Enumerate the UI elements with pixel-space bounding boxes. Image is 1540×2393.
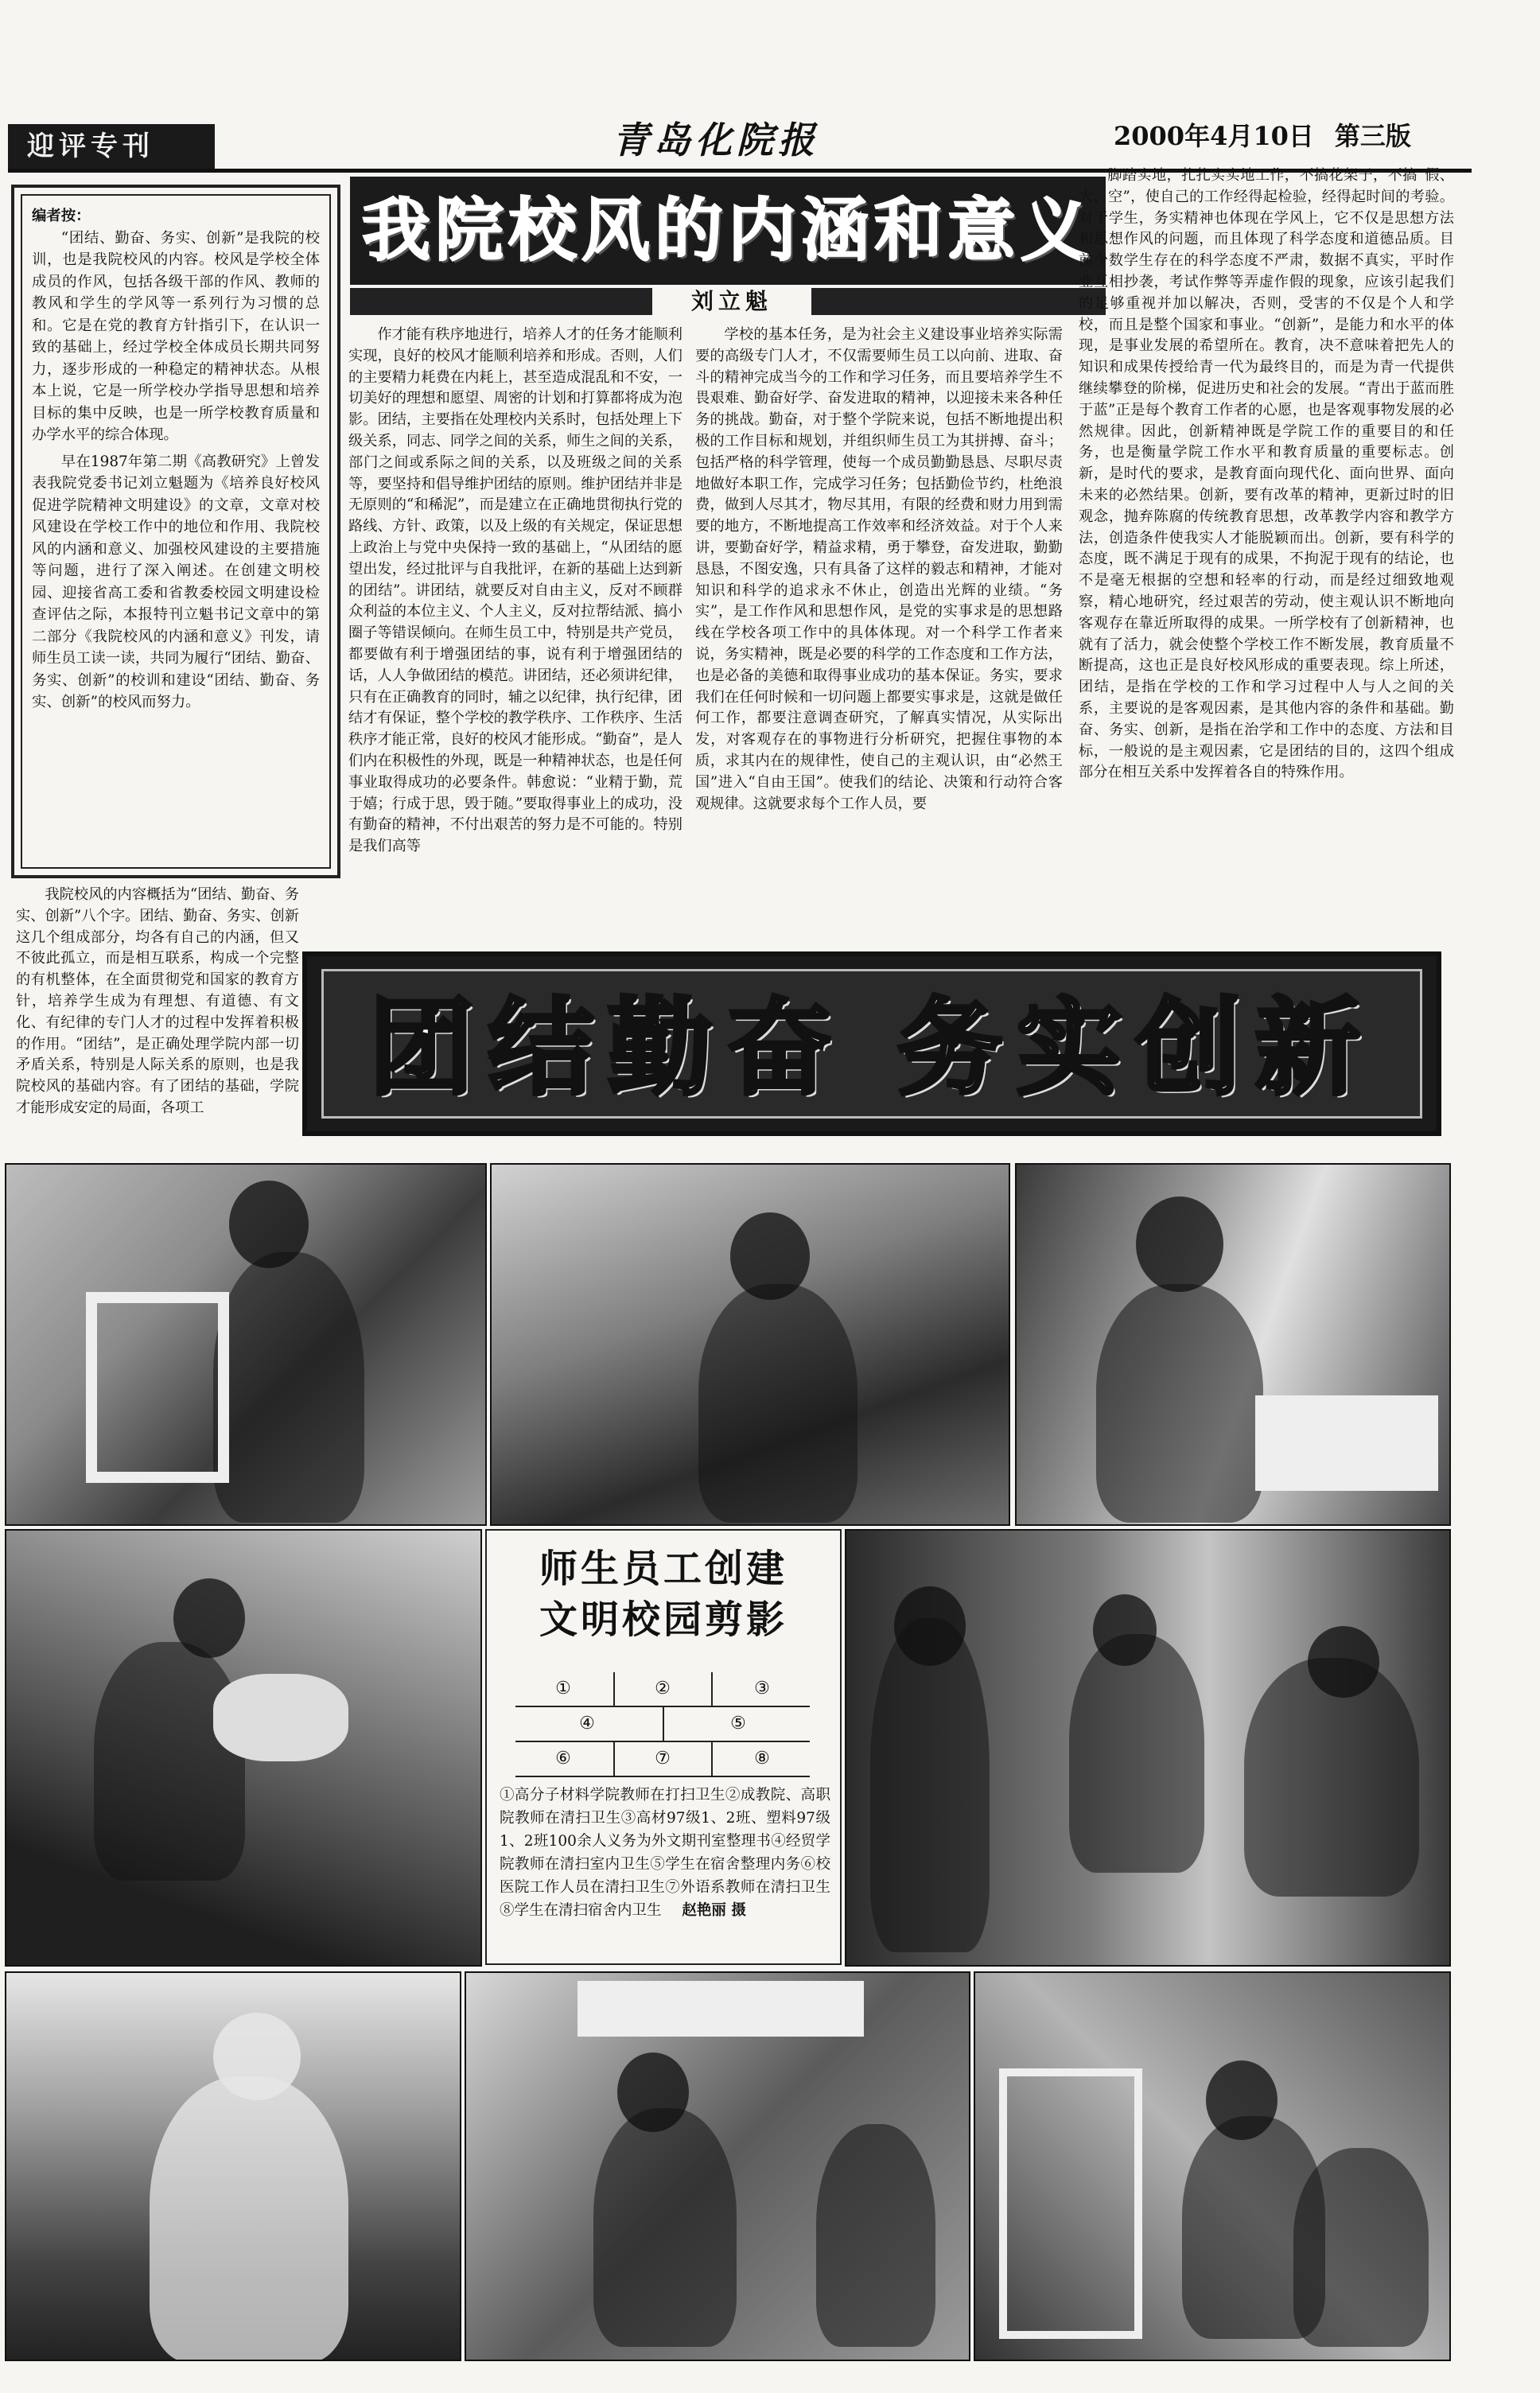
photo-caption xyxy=(500,1784,830,1922)
photo-caption-text: ①高分子材料学院教师在打扫卫生②成教院、高职院教师在清扫卫生③高材97级1、2班、塑料97级1、2班100余人义务为外文期刊室整理书④经贸学院教师在清扫室内卫生⑤学生在宿舍整理内务⑥校医院工作人员在清扫卫生⑦外语系教师在清扫卫生⑧学生在清扫宿舍内卫生 xyxy=(500,1787,830,1919)
grid-label-7: ⑦ xyxy=(655,1749,671,1768)
photo-1 xyxy=(5,1163,487,1526)
page-number: 第三版 xyxy=(1334,121,1411,151)
issue-date: 2000年4月10日 xyxy=(1114,121,1314,151)
grid-label-2: ② xyxy=(655,1679,671,1698)
editor-note-paragraph-1: “团结、勤奋、务实、创新”是我院的校训，也是我院校风的内容。校风是学校全体成员的作风，包括各级干部的作风、教师的教风和学生的学风等一系列行为习惯的总和。它是在党的教育方针指引下，在认识一致的基础上，经过学校全体成员长期共同努力，逐步形成的一种稳定的精神状态。从根本上说，它是一所学校办学指导思想和培养目标的集中反映，也是一所学校教育质量和办学水平的综合体现。 xyxy=(32,229,320,443)
article-author: 刘立魁 xyxy=(652,286,811,317)
article-col1-text: 作才能有秩序地进行，培养人才的任务才能顺利实现，良好的校风才能顺利培养和形成。否则，人们的主要精力耗费在内耗上，甚至造成混乱和不安，一切美好的理想和愿望、周密的计划和打算都将成为泡影。团结，主要指在处理校内关系时，包括处理上下级关系，同志、同学之间的关系，师生之间的关系，部门之间或系际之间的关系，以及班级之间的关系等，要坚持和倡导维护团结的原则。维护团结并非是无原则的“和稀泥”，而是建立在正确地贯彻执行党的路线、方针、政策，以及上级的有关规定，保证思想上政治上与党中央保持一致的基础上，“从团结的愿望出发，经过批评与自我批评，在新的基础上达到新的团结”。讲团结，就要反对自由主义，反对不顾群众利益的本位主义、个人主义，反对拉帮结派、搞小圈子等错误倾向。在师生员工中，特别是共产党员，都要做有利于增强团结的事，说有利于增强团结的话，人人争做团结的模范。讲团结，还必须讲纪律，只有在正确教育的同时，辅之以纪律，执行纪律，团结才有保证，整个学校的教学秩序、工作秩序、生活秩序才能正常，良好的校风才能形成。“勤奋”，是人们内在积极性的外现，既是一种精神状态，也是任何事业取得成功的必要条件。韩愈说：“业精于勤，荒于嬉；行成于思，毁于随。”要取得事业上的成功，没有勤奋的精神，不付出艰苦的努力是不可能的。特别是我们高等 xyxy=(348,326,682,855)
photo-layout-key xyxy=(515,1672,810,1776)
editor-note-label: 编者按： xyxy=(32,208,91,224)
photographer-credit: 赵艳丽 摄 xyxy=(682,1902,746,1919)
photo-7 xyxy=(465,1971,970,2361)
grid-label-8: ⑧ xyxy=(754,1749,770,1768)
editor-note-paragraph-2: 早在1987年第二期《高教研究》上曾发表我院党委书记刘立魁题为《培养良好校风促进学院精神文明建设》的文章，文章对校风建设在学校工作中的地位和作用、我院校风的内涵和意义、加强校风建设的主要措施等问题，进行了深入阐述。在创建文明校园、迎接省高工委和省教委校园文明建设检查评估之际，本报特刊立魁书记文章中的第二部分《我院校风的内涵和意义》刊发，请师生员工读一读，共同为履行“团结、勤奋、务实、创新”的校训和建设“团结、勤奋、务实、创新”的校风而努力。 xyxy=(32,453,320,710)
article-intro-text: 我院校风的内容概括为“团结、勤奋、务实、创新”八个字。团结、勤奋、务实、创新这几个组成部分，均各有自己的内涵，但又不彼此孤立，而是相互联系，构成一个完整的有机整体，在全面贯彻党和国家的教育方针，培养学生成为有理想、有道德、有文化、有纪律的专门人才的过程中发挥着积极的作用。“团结”，是正确处理学院内部一切矛盾关系，特别是人际关系的原则，也是我院校风的基础内容。有了团结的基础，学院才能形成安定的局面，各项工 xyxy=(16,886,299,1116)
grid-label-1: ① xyxy=(555,1679,571,1698)
article-col3-text: 脚踏实地，扎扎实实地工作，不搞花架子，不搞“假、大、空”，使自己的工作经得起检验，经得起时间的考验。对于学生，务实精神也体现在学风上，它不仅是思想方法和思想作风的问题，而且体现了科学态度和道德品质。目前少数学生存在的科学态度不严肃，数据不真实，平时作业互相抄袭，考试作弊等弄虚作假的现象，应该引起我们的足够重视并加以解决，否则，受害的不仅是个人和学校，而且是整个国家和事业。“创新”，是能力和水平的体现，是事业发展的希望所在。教育，决不意味着把先人的知识和成果传授给青一代为最终目的，而是为青一代提供继续攀登的阶梯，促进历史和社会的发展。“青出于蓝而胜于蓝”正是每个教育工作者的心愿，也是客观事物发展的必然规律。因此，创新精神既是学院工作的重要目的和任务，也是衡量学院工作水平和教育质量的重要标志。创新，是时代的要求，是教育面向现代化、面向世界、面向未来的必然结果。创新，要有改革的精神，更新过时的旧观念，抛弃陈腐的传统教育思想，改革教学内容和教学方法，创造条件使我实人才能脱颖而出。创新，要有科学的态度，既不满足于现有的成果，不拘泥于现有的结论，也不是毫无根据的空想和轻率的行动，而是经过细致地观察，精心地研究，经过艰苦的劳动，使主观认识不断地向客观存在靠近所取得的成果。一所学校有了创新精神，也就有了活力，就会使整个学校工作不断发展，教育质量不断提高，这也正是良好校风形成的重要表现。综上所述，团结，是指在学校的工作和学习过程中人与人之间的关系，主要说的是客观因素，是其他内容的条件和基础。勤奋、务实、创新，是指在治学和工作中的态度、方法和目标，一般说的是主观因素，它是团结的目的，这四个组成部分在相互关系中发挥着各自的特殊作用。 xyxy=(1079,167,1454,781)
photo-3 xyxy=(1015,1163,1451,1526)
slogan-banner xyxy=(302,951,1441,1136)
photo-title-line-2: 文明校园剪影 xyxy=(539,1597,788,1642)
photo-8 xyxy=(974,1971,1451,2361)
photo-section-title xyxy=(487,1543,840,1645)
photo-title-line-1: 师生员工创建 xyxy=(539,1547,788,1591)
section-label: 迎评专刊 xyxy=(8,124,215,169)
photo-2 xyxy=(490,1163,1010,1526)
grid-label-6: ⑥ xyxy=(555,1749,571,1768)
slogan-text: 团结勤奋 务实创新 xyxy=(321,969,1422,1119)
editor-note xyxy=(21,194,331,869)
photo-4 xyxy=(5,1529,482,1967)
article-col2-text: 学校的基本任务，是为社会主义建设事业培养实际需要的高级专门人才，不仅需要师生员工以向前、进取、奋斗的精神完成当今的工作和学习任务，而且要培养学生不畏艰难、勤奋好学、奋发进取的精神，以迎接未来各种任务的挑战。勤奋，对于整个学院来说，包括不断地提出积极的工作目标和规划，并组织师生员工为其拼搏、奋斗；包括严格的科学管理，使每一个成员勤勤恳恳、尽职尽责地做好本职工作，完成学习任务；包括勤俭节约，杜绝浪费，做到人尽其才，物尽其用，有限的经费和财力用到需要的地方，不断地提高工作效率和经济效益。对于个人来讲，要勤奋好学，精益求精，勇于攀登，奋发进取，勤勤恳恳，不图安逸，只有具备了这样的毅志和精神，才能对知识和科学的追求永不休止，创造出光辉的业绩。“务实”，是工作作风和思想作风，是党的实事求是的思想路线在学校各项工作中的具体体现。对一个科学工作者来说，务实精神，既是必要的科学的工作态度和工作方法，也是必备的美德和取得事业成功的基本保证。务实，要求我们在任何时候和一切问题上都要实事求是，这就是做任何工作，都要注意调查研究，了解真实情况，从实际出发，对客观存在的事物进行分析研究，把握住事物的本质，求其内在的规律性，使自己的主观认识，由“必然王国”进入“自由王国”。使我们的结论、决策和行动符合客观规律。这就要求每个工作人员，要 xyxy=(695,326,1063,812)
grid-label-4: ④ xyxy=(579,1714,595,1733)
article-column-2 xyxy=(695,325,1063,945)
dateline xyxy=(1114,116,1464,154)
article-column-1 xyxy=(348,325,682,945)
grid-label-3: ③ xyxy=(754,1679,770,1698)
photo-caption-box xyxy=(485,1529,842,1965)
photo-5 xyxy=(845,1529,1451,1967)
grid-label-5: ⑤ xyxy=(730,1714,746,1733)
article-column-3 xyxy=(1079,165,1454,945)
article-column-intro xyxy=(16,885,299,1147)
photo-6 xyxy=(5,1971,461,2361)
article-title: 我院校风的内涵和意义 xyxy=(350,177,1106,285)
editor-note-box xyxy=(11,185,340,878)
newspaper-masthead: 青岛化院报 xyxy=(612,119,819,161)
